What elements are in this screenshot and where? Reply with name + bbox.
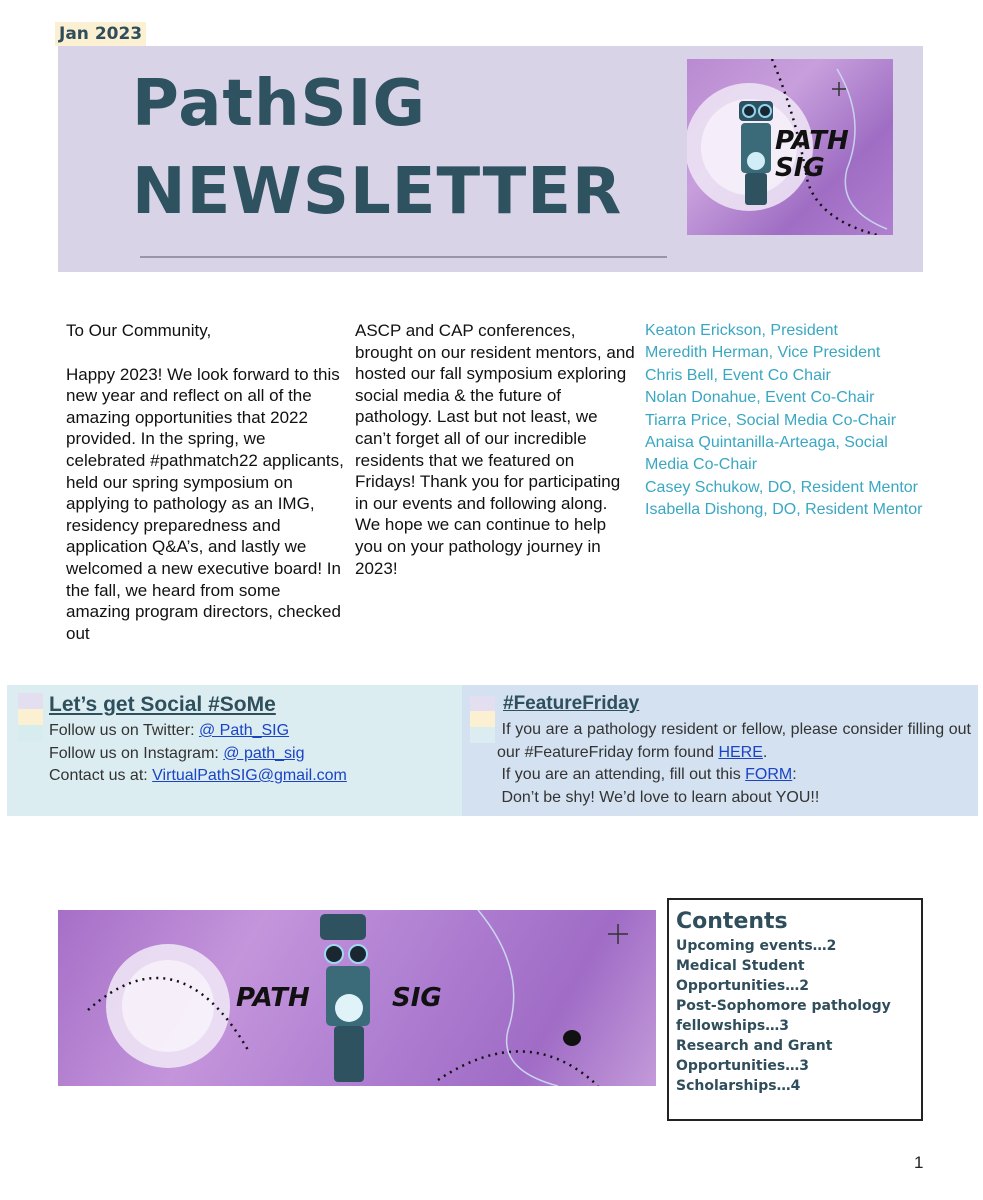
issue-date: Jan 2023 — [55, 22, 146, 46]
logo-wordmark — [775, 126, 849, 183]
email-link[interactable]: VirtualPathSIG@gmail.com — [152, 767, 347, 784]
letter-body-part-1: Happy 2023! We look forward to this new year and reflect on all of the amazing opportunities that 2022 provided. In the spring, we celebrated #pathmatch22 applicants, held our spring symposium on applying to pathology as an IMG, residency preparedness and application Q&A’s, and lastly we welcomed a new executive board! In the fall, we heard from some amazing program directors, checked out — [66, 364, 344, 643]
newsletter-title — [132, 60, 622, 236]
ff-resident-line — [497, 719, 971, 764]
contents-item: Research and Grant Opportunities…3 — [676, 1038, 833, 1074]
ff-attending-line — [497, 764, 971, 787]
board-member: Chris Bell, Event Co Chair — [645, 366, 831, 384]
instagram-label: Follow us on Instagram: — [49, 744, 224, 762]
ff-resident-text: If you are a pathology resident or fellow, please consider filling out our #FeatureFriday form found — [497, 721, 971, 761]
twitter-line — [49, 720, 347, 743]
decor-square — [470, 727, 495, 743]
ff-closing-text: Don’t be shy! We’d love to learn about YOU!! — [501, 788, 820, 806]
board-member: Nolan Donahue, Event Co-Chair — [645, 389, 875, 407]
title-line-2: NEWSLETTER — [132, 155, 623, 229]
letter-column-2 — [355, 320, 635, 579]
instagram-line — [49, 743, 347, 766]
contact-line — [49, 765, 347, 788]
attending-form-link[interactable]: FORM — [745, 766, 793, 783]
logo-word-path: PATH — [775, 126, 849, 156]
page-number: 1 — [914, 1153, 924, 1172]
instagram-link[interactable]: @ path_sig — [223, 744, 305, 762]
banner-word-path: PATH — [236, 983, 310, 1013]
twitter-link[interactable]: @ Path_SIG — [198, 722, 290, 739]
ff-colon: : — [792, 766, 797, 783]
contents-title: Contents — [676, 909, 788, 934]
dark-cell — [563, 1030, 581, 1046]
contents-item: Medical Student Opportunities…2 — [676, 958, 809, 994]
banner-word-sig: SIG — [392, 983, 442, 1013]
decor-square — [18, 709, 43, 725]
ff-period: . — [762, 743, 768, 761]
crosshair-icon — [608, 924, 628, 944]
decor-square — [470, 711, 495, 727]
ff-attending-text: If you are an attending, fill out this — [501, 766, 746, 783]
microscope-icon — [320, 914, 370, 1082]
pathsig-logo — [687, 59, 893, 235]
decor-square — [18, 725, 43, 741]
banner-art — [58, 910, 656, 1086]
executive-board-list — [645, 320, 935, 522]
board-member: Tiarra Price, Social Media Co-Chair — [645, 411, 897, 429]
pathsig-banner — [58, 910, 656, 1086]
feature-friday-heading: #FeatureFriday — [503, 693, 640, 714]
board-member: Meredith Herman, Vice President — [645, 344, 881, 362]
ff-closing-line — [497, 787, 971, 810]
board-member: Keaton Erickson, President — [645, 322, 838, 339]
decor-square — [18, 693, 43, 709]
letter-greeting: To Our Community, — [66, 321, 212, 340]
table-of-contents — [667, 898, 923, 1121]
board-member: Casey Schukow, DO, Resident Mentor — [645, 478, 919, 496]
title-divider — [140, 256, 667, 258]
board-member: Isabella Dishong, DO, Resident Mentor — [645, 501, 923, 519]
feature-friday-form-link[interactable]: HERE — [718, 743, 763, 761]
twitter-label: Follow us on Twitter: — [49, 722, 199, 739]
decor-square — [470, 696, 495, 712]
contact-label: Contact us at: — [49, 767, 153, 784]
logo-word-sig: SIG — [775, 153, 825, 183]
social-heading: Let’s get Social #SoMe — [49, 693, 276, 716]
dotted-arc — [438, 1051, 598, 1086]
contents-item: Scholarships…4 — [676, 1078, 801, 1094]
contents-item: Upcoming events…2 — [676, 938, 837, 954]
letter-body-part-2: ASCP and CAP conferences, brought on our resident mentors, and hosted our fall symposium exploring social media & the future of pathology. Last but not least, we can’t forget all of our incredible residents that we featured on Fridays! Thank you for participating in our events and following along. We hope we can continue to help you on your pathology journey in 2023! — [355, 321, 635, 578]
logo-art — [687, 59, 893, 235]
title-line-1: PathSIG — [132, 67, 426, 141]
cell-bubble-inner — [122, 960, 214, 1052]
feature-friday-text — [497, 719, 971, 809]
letter-column-1 — [66, 320, 346, 644]
dna-strand — [478, 910, 558, 1086]
contents-item: Post-Sophomore pathology fellowships…3 — [676, 998, 891, 1034]
board-member: Anaisa Quintanilla-Arteaga, Social Media Co-Chair — [645, 434, 888, 474]
social-links — [49, 720, 347, 788]
crosshair-icon — [832, 82, 846, 96]
